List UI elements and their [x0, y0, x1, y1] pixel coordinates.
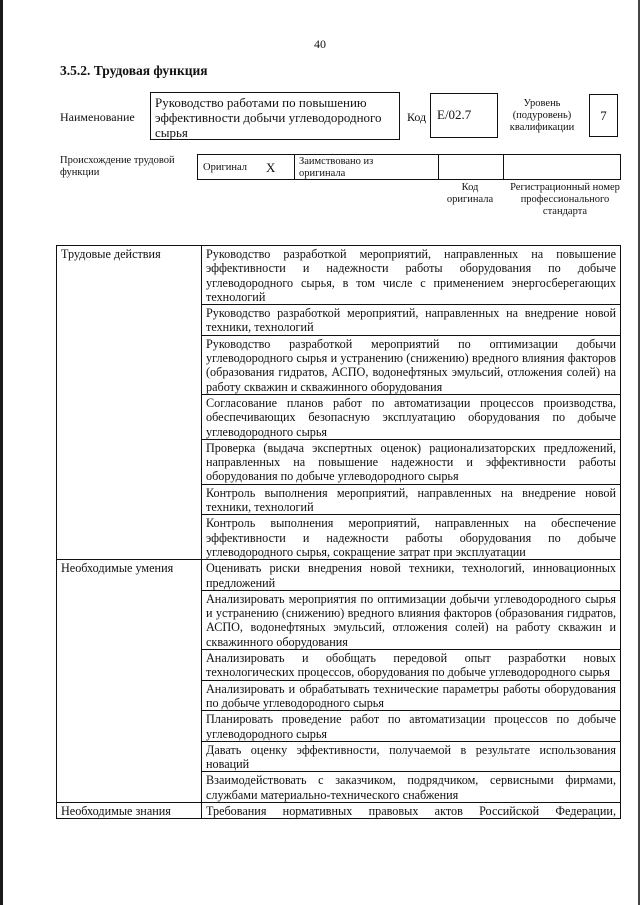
- code-original-caption: Код оригинала: [446, 182, 494, 205]
- origin-box: [197, 154, 621, 180]
- name-value-box: [150, 92, 400, 140]
- original-mark: X: [266, 160, 276, 175]
- code-value-box: [430, 93, 498, 138]
- reg-number-caption: Регистрационный номер профессионального стандарта: [510, 182, 620, 217]
- page-number: 40: [314, 37, 326, 51]
- level-value-box: [589, 94, 618, 137]
- original-label: Оригинал: [203, 162, 247, 173]
- list-item: Контроль выполнения мероприятий, направленных на внедрение новой техники, технологий: [202, 484, 621, 515]
- list-item: Требования нормативных правовых актов Российской Федерации,: [202, 802, 621, 818]
- list-item: Оценивать риски внедрения новой техники, технологий, инновационных предложений: [202, 560, 621, 591]
- origin-divider-2: [438, 155, 439, 179]
- table-row: [57, 802, 621, 818]
- level-label: Уровень (подуровень) квалификации: [509, 98, 575, 133]
- code-value: E/02.7: [437, 107, 472, 122]
- section-label-knowledge: Необходимые знания: [57, 802, 202, 818]
- section-label-skills: Необходимые умения: [57, 560, 202, 803]
- list-item: Контроль выполнения мероприятий, направленных на обеспечение эффективности и надежности работы оборудования по добыче углеводородного сырья, сокращение затрат при эксплуатации: [202, 515, 621, 560]
- labor-function-table: [56, 245, 621, 819]
- code-label: Код: [407, 110, 427, 124]
- list-item: Анализировать и обобщать передовой опыт разработки новых технологических процессов, оборудования по добыче углеводородного сырья: [202, 650, 621, 681]
- origin-divider-1: [294, 155, 295, 179]
- borrowed-label: Заимствовано из оригинала: [299, 156, 374, 179]
- name-label: Наименование: [60, 110, 135, 124]
- list-item: Взаимодействовать с заказчиком, подрядчиком, сервисными фирмами, службами материально-технического снабжения: [202, 772, 621, 803]
- origin-divider-3: [503, 155, 504, 179]
- table-row: [57, 560, 621, 591]
- scan-edge-left: [0, 0, 3, 905]
- list-item: Согласование планов работ по автоматизации процессов производства, обеспечивающих безопасную эксплуатацию оборудования по добыче углеводородного сырья: [202, 394, 621, 439]
- list-item: Проверка (выдача экспертных оценок) рационализаторских предложений, направленных на повышение надежности и эффективности работы оборудования по добыче углеводородного сырья: [202, 439, 621, 484]
- list-item: Руководство разработкой мероприятий, направленных на повышение эффективности и надежности работы оборудования по добыче углеводородного сырья, в том числе с применением энергосберегающих технологий: [202, 246, 621, 305]
- list-item: Анализировать мероприятия по оптимизации добычи углеводородного сырья и устранению (снижению) вредного влияния факторов (образования гидратов, АСПО, водонефтяных эмульсий, отложения солей) на работу скважин и скважинного оборудования: [202, 590, 621, 649]
- list-item: Анализировать и обрабатывать технические параметры работы оборудования по добыче углеводородного сырья: [202, 680, 621, 711]
- origin-label: Происхождение трудовой функции: [60, 155, 175, 178]
- list-item: Давать оценку эффективности, получаемой в результате использования новаций: [202, 741, 621, 772]
- list-item: Руководство разработкой мероприятий, направленных на внедрение новой техники, технологий: [202, 305, 621, 336]
- list-item: Руководство разработкой мероприятий по оптимизации добычи углеводородного сырья и устранению (снижению) вредного влияния факторов (образования гидратов, АСПО, водонефтяных эмульсий, отложения солей) на работу скважин и скважинного оборудования: [202, 335, 621, 394]
- level-value: 7: [600, 108, 607, 123]
- section-label-actions: Трудовые действия: [57, 246, 202, 560]
- list-item: Планировать проведение работ по автоматизации процессов по добыче углеводородного сырья: [202, 711, 621, 742]
- table-row: [57, 246, 621, 305]
- name-value: Руководство работами по повышению эффективности добычи углеводородного сырья: [155, 95, 382, 140]
- section-title: 3.5.2. Трудовая функция: [60, 63, 208, 78]
